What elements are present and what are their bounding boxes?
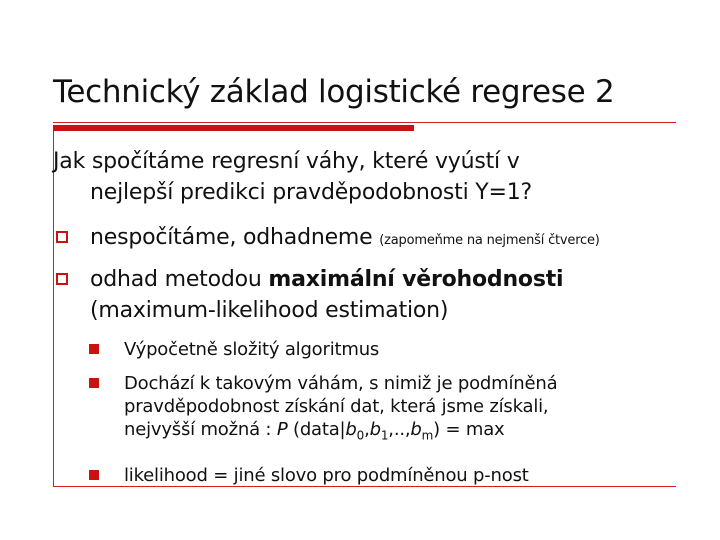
bullet-max-likelihood-bold: maximální věrohodnosti — [268, 267, 564, 292]
formula-sub-m: m — [421, 428, 434, 443]
filled-square-icon — [89, 378, 99, 388]
filled-square-icon — [89, 344, 99, 354]
formula-bm: b — [410, 419, 422, 440]
bullet-estimate-note: (zapomeňme na nejmenší čtverce) — [379, 233, 600, 248]
formula-p: P — [276, 419, 288, 440]
hollow-square-icon — [56, 231, 68, 243]
formula-open: (data| — [287, 419, 346, 440]
formula-prefix: nejvyšší možná : — [124, 419, 277, 440]
bullet-estimate-main: nespočítáme, odhadneme — [90, 225, 380, 250]
bullet-max-likelihood-line2: (maximum-likelihood estimation) — [90, 298, 449, 323]
hollow-square-icon — [56, 273, 68, 285]
formula-dots: ,.., — [388, 419, 411, 440]
question-line-2: nejlepší predikci pravděpodobnosti Y=1? — [90, 180, 533, 205]
sub-bullet-weights-line-1: Dochází k takovým váhám, s nimiž je podmíněná — [124, 373, 558, 394]
title-underline-thick — [53, 125, 414, 131]
sub-bullet-algorithm-text: Výpočetně složitý algoritmus — [124, 339, 380, 360]
formula-b1: b — [369, 419, 381, 440]
question-paragraph — [53, 146, 673, 208]
formula-sub-1: 1 — [380, 428, 389, 443]
bullet-max-likelihood-pre: odhad metodou — [90, 267, 269, 292]
filled-square-icon — [89, 470, 99, 480]
question-line-1: Jak spočítáme regresní váhy, které vyústí v — [53, 149, 520, 174]
formula-comma: , — [364, 419, 370, 440]
sub-bullet-weights-text — [124, 372, 557, 441]
sub-bullet-likelihood-text: likelihood = jiné slovo pro podmíněnou p-nost — [124, 465, 529, 486]
bullet-estimate-text — [90, 222, 600, 256]
title-underline-thin — [53, 122, 676, 123]
formula-sub-0: 0 — [356, 428, 365, 443]
bullet-max-likelihood-text — [90, 264, 563, 326]
sub-bullet-weights-line-2: pravděpodobnost získání dat, která jsme získali, — [124, 396, 549, 417]
slide-title: Technický základ logistické regrese 2 — [53, 74, 615, 110]
formula-b0: b — [345, 419, 357, 440]
sub-bullet-weights-line-3 — [124, 418, 557, 441]
formula-close: ) = max — [433, 419, 505, 440]
